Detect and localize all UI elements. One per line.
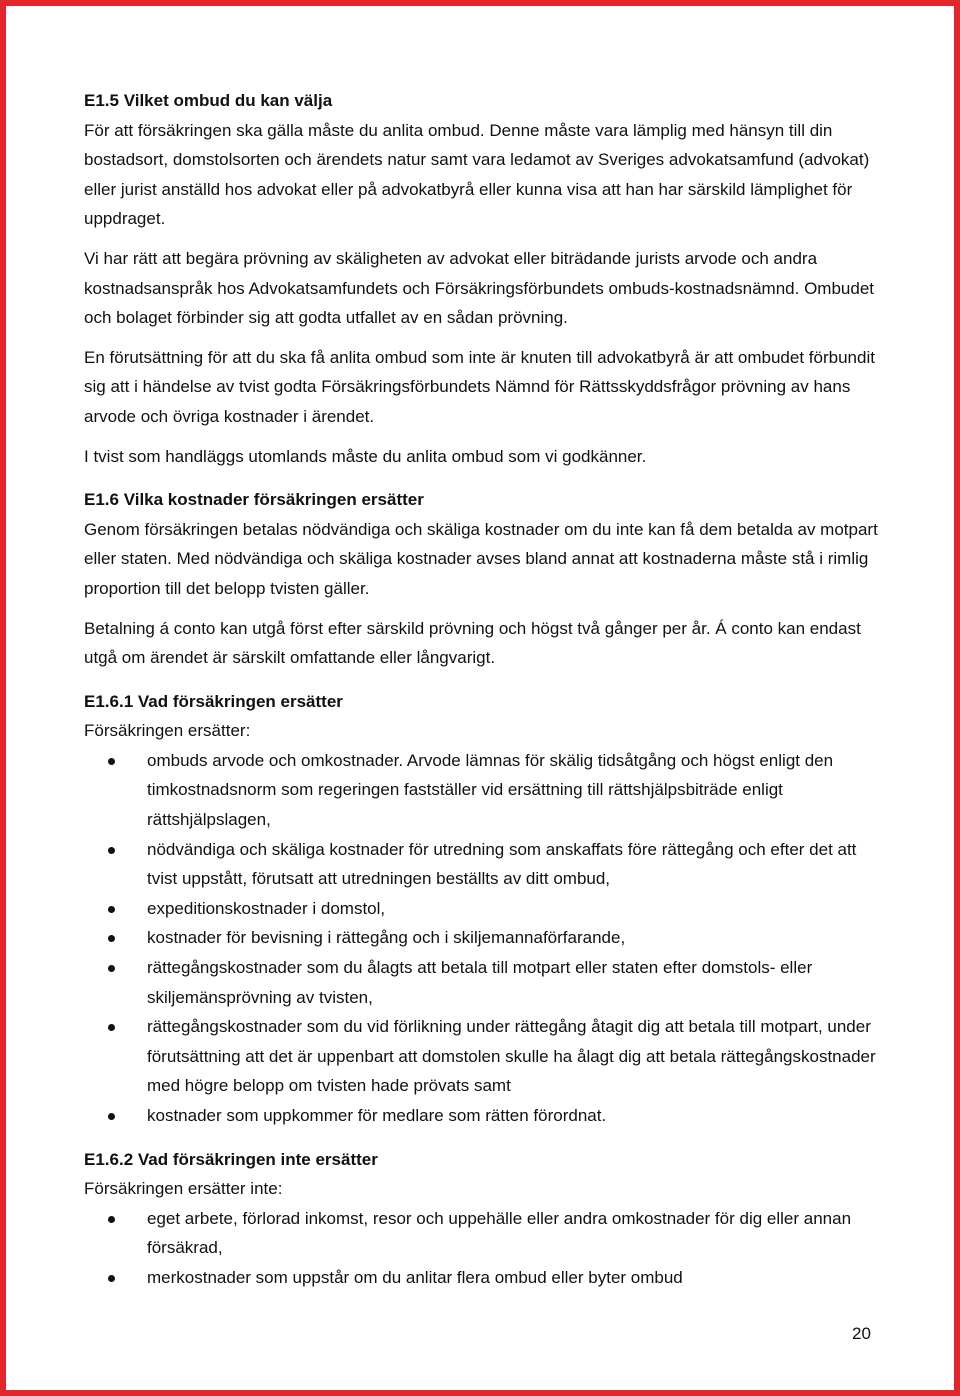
list-item-text: ombuds arvode och omkostnader. Arvode lämnas för skälig tidsåtgång och högst enligt den timkostnadsnorm som regeringen fastställer vid ersättning till rättshjälpsbiträde enligt rättshjälpslagen, <box>147 750 834 830</box>
list-item <box>84 953 884 1012</box>
bullet-icon <box>108 906 115 913</box>
list-item-text: nödvändiga och skäliga kostnader för utredning som anskaffats före rättegång och efter det att tvist uppstått, förutsatt att utredningen beställts av ditt ombud, <box>147 839 857 889</box>
bullet-icon <box>108 1275 115 1282</box>
bullet-icon <box>108 758 115 765</box>
list-item <box>84 835 884 894</box>
paragraph-ombud-requirements: För att försäkringen ska gälla måste du anlita ombud. Denne måste vara lämplig med hänsyn till din bostadsort, domstolsorten och ärendets natur samt vara ledamot av Sveriges advokatsamfund (advokat) eller jurist anställd hos advokat eller på advokatbyrå eller kunna visa att han har särskild lämplighet för uppdraget. <box>84 120 870 229</box>
list-item <box>84 1101 884 1131</box>
bullet-icon <box>108 1024 115 1031</box>
list-item-text: rättegångskostnader som du ålagts att betala till motpart eller staten efter domstols- eller skiljemänsprövning av tvisten, <box>147 958 813 1007</box>
list-item-text: merkostnader som uppstår om du anlitar flera ombud eller byter ombud <box>147 1267 683 1287</box>
list-item <box>84 894 884 924</box>
list-item-text: rättegångskostnader som du vid förlikning under rättegång åtagit dig att betala till motpart, under förutsättning att det är uppenbart att domstolen skulle ha ålagt dig att betala rättegångskostnader med högre belopp om tvisten hade prövats samt <box>147 1017 876 1096</box>
list-item <box>84 1012 884 1101</box>
heading-e1-6: E1.6 Vilka kostnader försäkringen ersätter <box>84 490 424 510</box>
heading-e1-6-1: E1.6.1 Vad försäkringen ersätter <box>84 691 343 711</box>
list-item-text: expeditionskostnader i domstol, <box>147 898 386 918</box>
page-content <box>84 86 884 1293</box>
bullet-icon <box>108 965 115 972</box>
bullet-icon <box>108 1113 115 1120</box>
paragraph-fee-review: Vi har rätt att begära prövning av skäligheten av advokat eller biträdande jurists arvode och andra kostnadsanspråk hos Advokatsamfundets och Försäkringsförbundets ombuds-kostnadsnämnd. Ombudet och bolaget förbinder sig att godta utfallet av en sådan prövning. <box>84 248 874 328</box>
list-covered <box>84 746 884 1131</box>
paragraph-foreign-dispute: I tvist som handläggs utomlands måste du anlita ombud som vi godkänner. <box>84 446 647 466</box>
paragraph-a-conto: Betalning á conto kan utgå först efter särskild prövning och högst två gånger per år. Á conto kan endast utgå om ärendet är särskilt omfattande eller långvarigt. <box>84 618 861 668</box>
list-item <box>84 1263 884 1293</box>
bullet-icon <box>108 1216 115 1223</box>
paragraph-non-law-firm-ombud: En förutsättning för att du ska få anlita ombud som inte är knuten till advokatbyrå är att ombudet förbundit sig att i händelse av tvist godta Försäkringsförbundets Nämnd för Rättsskyddsfrågor prövning av hans arvode och övriga kostnader i ärendet. <box>84 347 875 426</box>
list-item-text: kostnader som uppkommer för medlare som rätten förordnat. <box>147 1106 607 1125</box>
list-not-covered <box>84 1204 884 1293</box>
page-number: 20 <box>852 1324 871 1343</box>
bullet-icon <box>108 935 115 942</box>
list-item <box>84 1204 884 1263</box>
list-item <box>84 746 884 835</box>
heading-e1-6-2: E1.6.2 Vad försäkringen inte ersätter <box>84 1149 378 1169</box>
paragraph-covered-costs: Genom försäkringen betalas nödvändiga och skäliga kostnader om du inte kan få dem betalda av motpart eller staten. Med nödvändiga och skäliga kostnader avses bland annat att kostnaderna måste stå i rimlig proportion till det belopp tvisten gäller. <box>84 519 878 598</box>
list-item-text: eget arbete, förlorad inkomst, resor och uppehälle eller andra omkostnader för dig eller annan försäkrad, <box>147 1208 852 1258</box>
list-item-text: kostnader för bevisning i rättegång och i skiljemannaförfarande, <box>147 928 626 948</box>
heading-e1-5: E1.5 Vilket ombud du kan välja <box>84 91 333 110</box>
bullet-icon <box>108 847 115 854</box>
intro-covered: Försäkringen ersätter: <box>84 721 251 741</box>
list-item <box>84 923 884 953</box>
intro-not-covered: Försäkringen ersätter inte: <box>84 1179 283 1199</box>
